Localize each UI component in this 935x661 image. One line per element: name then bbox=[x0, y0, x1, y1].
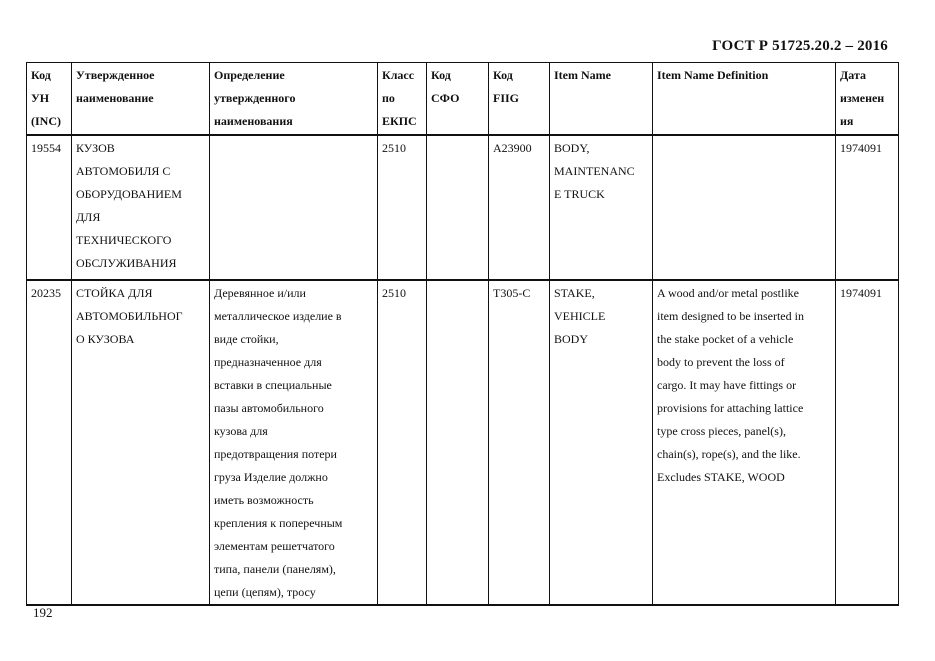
header-class: Класс по ЕКПС bbox=[378, 63, 427, 135]
cell-definition bbox=[210, 135, 378, 280]
cell-item-name-definition: A wood and/or metal postlike item designed to be inserted in the stake pocket of a vehicle body to prevent the loss of cargo. It may have fittings or provisions for attaching lattice type cross pieces, panel(s), chain(s), rope(s), and the like. Excludes STAKE, WOOD bbox=[653, 280, 836, 606]
cell-approved-name: КУЗОВ АВТОМОБИЛЯ С ОБОРУДОВАНИЕМ ДЛЯ ТЕХНИЧЕСКОГО ОБСЛУЖИВАНИЯ bbox=[72, 135, 210, 280]
table-header-row bbox=[27, 63, 899, 135]
header-sfo-code: Код СФО bbox=[427, 63, 489, 135]
cell-change-date: 1974091 bbox=[836, 135, 899, 280]
cell-sfo-code bbox=[427, 135, 489, 280]
cell-approved-name: СТОЙКА ДЛЯ АВТОМОБИЛЬНОГ О КУЗОВА bbox=[72, 280, 210, 606]
cell-definition: Деревянное и/или металлическое изделие в виде стойки, предназначенное для вставки в специальные пазы автомобильного кузова для предотвращения потери груза Изделие должно иметь возможность крепления к поперечным элементам решетчатого типа, панели (панелям), цепи (цепям), тросу bbox=[210, 280, 378, 606]
cell-item-name: STAKE, VEHICLE BODY bbox=[550, 280, 653, 606]
header-inc: Код УН (INC) bbox=[27, 63, 72, 135]
header-approved-name: Утвержденное наименование bbox=[72, 63, 210, 135]
header-fiig-code: Код FIIG bbox=[489, 63, 550, 135]
cell-fiig-code: A23900 bbox=[489, 135, 550, 280]
cell-inc: 20235 bbox=[27, 280, 72, 606]
document-standard-code: ГОСТ Р 51725.20.2 – 2016 bbox=[712, 38, 888, 54]
cell-item-name-definition bbox=[653, 135, 836, 280]
cell-class: 2510 bbox=[378, 280, 427, 606]
cell-inc: 19554 bbox=[27, 135, 72, 280]
cell-sfo-code bbox=[427, 280, 489, 606]
page-number: 192 bbox=[33, 605, 53, 620]
header-definition: Определение утвержденного наименования bbox=[210, 63, 378, 135]
cell-fiig-code: T305-C bbox=[489, 280, 550, 606]
cell-class: 2510 bbox=[378, 135, 427, 280]
table-row bbox=[27, 135, 899, 280]
specification-table bbox=[26, 62, 899, 606]
header-item-name: Item Name bbox=[550, 63, 653, 135]
table-row bbox=[27, 280, 899, 606]
header-item-name-definition: Item Name Definition bbox=[653, 63, 836, 135]
header-change-date: Дата изменен ия bbox=[836, 63, 899, 135]
cell-change-date: 1974091 bbox=[836, 280, 899, 606]
cell-item-name: BODY, MAINTENANC E TRUCK bbox=[550, 135, 653, 280]
